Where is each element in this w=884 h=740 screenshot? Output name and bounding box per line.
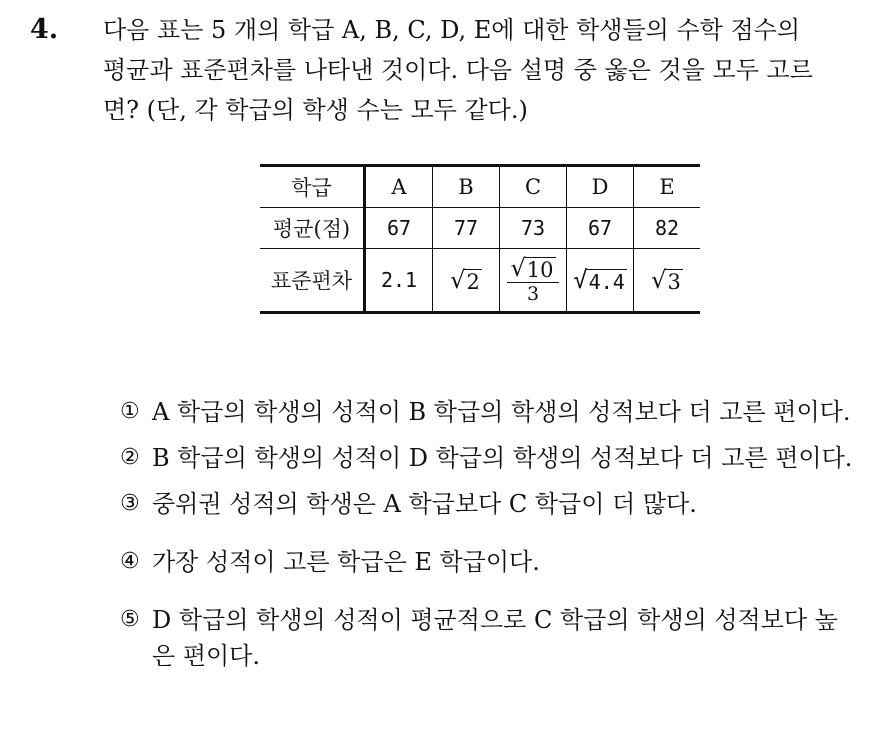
header-cell-e: E [634,166,701,208]
header-cell-d: D [567,166,634,208]
answer-choices [120,394,860,684]
question-text [103,10,873,130]
choice-5[interactable] [120,602,860,674]
choice-2[interactable] [120,440,860,476]
choice-1[interactable] [120,394,860,430]
choice-1-text: A 학급의 학생의 성적이 B 학급의 학생의 성적보다 더 고른 편이다. [152,398,851,426]
choice-1-mark: ① [120,399,140,424]
mean-label-cell: 평균(점) [260,208,365,249]
table-mean-row [260,208,700,249]
sd-cell-b [433,249,500,313]
choice-2-text: B 학급의 학생의 성적이 D 학급의 학생의 성적보다 더 고른 편이다. [152,444,853,472]
question-line-2: 평균과 표준편차를 나타낸 것이다. 다음 설명 중 옳은 것을 모두 고르 [103,56,813,84]
table-sd-row [260,249,700,313]
sqrt-b [450,267,482,294]
mean-cell-d: 67 [567,208,634,249]
radical-sign: √ [510,254,526,282]
question-line-1: 다음 표는 5 개의 학급 A, B, C, D, E에 대한 학생들의 수학 점수의 [103,16,801,44]
radicand-b: 2 [466,269,480,294]
mean-cell-e: 82 [634,208,701,249]
choice-4-text: 가장 성적이 고른 학급은 E 학급이다. [152,548,540,576]
mean-cell-b: 77 [433,208,500,249]
header-cell-a: A [365,166,433,208]
header-cell-class: 학급 [260,166,365,208]
fraction-denominator: 3 [526,283,540,305]
sd-cell-a: 2.1 [365,249,433,313]
choice-3-text: 중위권 성적의 학생은 A 학급보다 C 학급이 더 많다. [152,490,697,518]
radicand-d: 4.4 [588,269,625,294]
score-table [260,164,700,314]
sd-cell-d [567,249,634,313]
sd-cell-c [500,249,567,313]
choice-3[interactable] [120,486,860,522]
header-cell-b: B [433,166,500,208]
mean-cell-a: 67 [365,208,433,249]
table-header-row [260,166,700,208]
fraction-c [507,255,558,305]
sqrt-c [510,255,555,282]
radical-sign: √ [573,265,588,294]
choice-4-mark: ④ [120,549,140,574]
sqrt-e [651,267,683,294]
radical-sign: √ [450,265,466,294]
radicand-e: 3 [667,269,681,294]
choice-3-mark: ③ [120,491,140,516]
mean-cell-c: 73 [500,208,567,249]
question-number: 4. [30,14,59,45]
radicand-c: 10 [526,258,554,282]
choice-2-mark: ② [120,445,140,470]
question-line-3: 면? (단, 각 학급의 학생 수는 모두 같다.) [103,96,528,124]
choice-5-text: D 학급의 학생의 성적이 평균적으로 C 학급의 학생의 성적보다 높은 편이다. [152,606,838,670]
header-cell-c: C [500,166,567,208]
sd-label-cell: 표준편차 [260,249,365,313]
choice-4[interactable] [120,544,860,580]
sqrt-d [573,267,627,294]
fraction-numerator [507,255,558,283]
choice-5-mark: ⑤ [120,607,140,632]
radical-sign: √ [651,265,667,294]
sd-cell-e [634,249,701,313]
